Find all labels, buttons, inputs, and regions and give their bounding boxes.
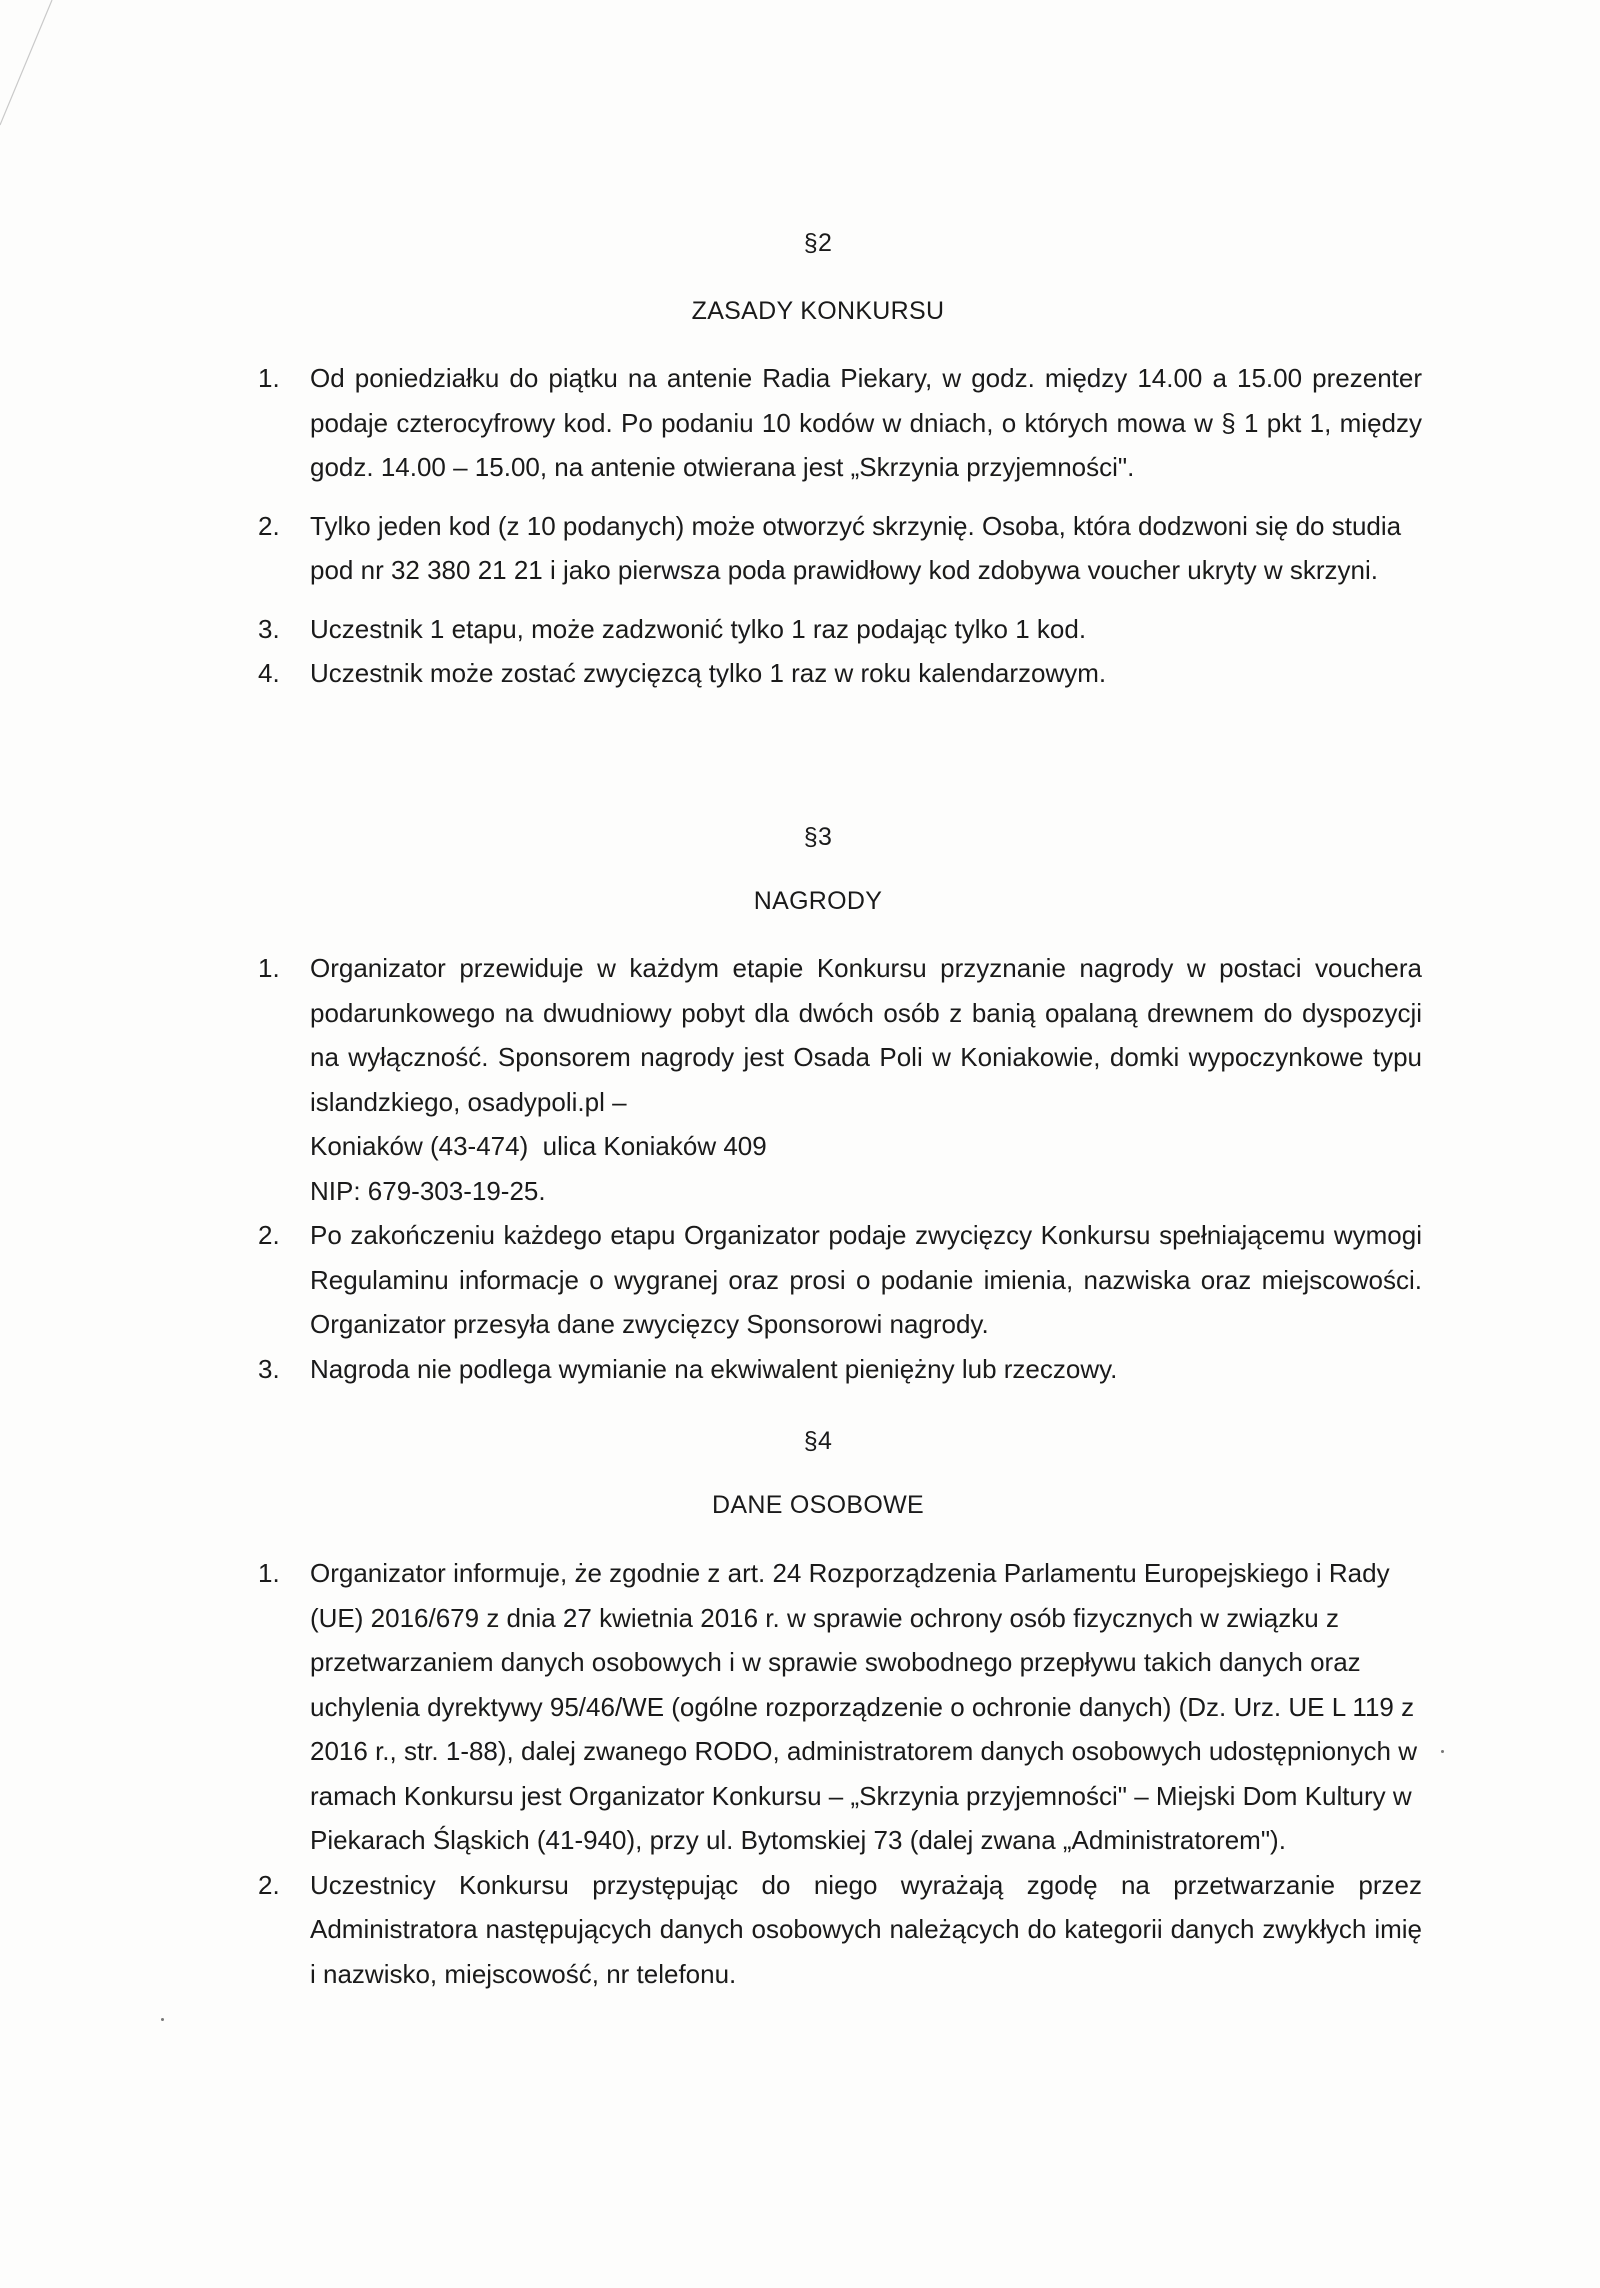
item-number: 3.	[258, 1353, 280, 1384]
item-number: 1.	[258, 363, 280, 393]
item-number: 2.	[258, 1869, 280, 1900]
sponsor-address: Koniaków (43-474) ulica Koniaków 409	[310, 1131, 767, 1161]
scan-speck	[1441, 1750, 1444, 1753]
scan-speck	[161, 2018, 164, 2021]
item-text: Uczestnik może zostać zwycięzcą tylko 1 raz w roku kalendarzowym.	[310, 658, 1107, 688]
sponsor-nip: NIP: 679-303-19-25.	[310, 1175, 546, 1206]
list-item	[258, 651, 1422, 696]
scan-edge-mark	[0, 0, 60, 130]
section-number: §2	[803, 229, 833, 257]
list-item	[258, 504, 1422, 593]
list-item	[258, 356, 1422, 490]
item-text: Od poniedziałku do piątku na antenie Radia Piekary, w godz. między 14.00 a 15.00 prezenter podaje czterocyfrowy kod. Po podaniu 10 kodów w dniach, o których mowa w § 1 pkt 1, między godz. 14.00 – 15.00, na antenie otwierana jest „Skrzynia przyjemności".	[310, 363, 1422, 482]
section-title: ZASADY KONKURSU	[691, 297, 945, 325]
section-list	[258, 1551, 1422, 1996]
section-title: NAGRODY	[753, 887, 883, 915]
item-number: 3.	[258, 613, 280, 644]
item-number: 1.	[258, 953, 280, 983]
list-item	[258, 607, 1422, 652]
section-number: §4	[803, 1427, 833, 1455]
item-number: 2.	[258, 1220, 280, 1250]
list-item	[258, 1551, 1422, 1863]
item-text: Tylko jeden kod (z 10 podanych) może otworzyć skrzynię. Osoba, która dodzwoni się do studia pod nr 32 380 21 21 i jako pierwsza poda prawidłowy kod zdobywa voucher ukryty w skrzyni.	[310, 510, 1402, 585]
item-text: Uczestnik 1 etapu, może zadzwonić tylko 1 raz podając tylko 1 kod.	[310, 613, 1087, 644]
section-number: §3	[803, 823, 833, 851]
item-text: Po zakończeniu każdego etapu Organizator podaje zwycięzcy Konkursu spełniającemu wymogi Regulaminu informacje o wygranej oraz prosi o podanie imienia, nazwiska oraz miejscowości. Organizator przesyła dane zwycięzcy Sponsorowi nagrody.	[310, 1220, 1422, 1339]
list-item	[258, 1213, 1422, 1347]
item-text: Organizator przewiduje w każdym etapie Konkursu przyznanie nagrody w postaci vouchera podarunkowego na dwudniowy pobyt dla dwóch osób z banią opalaną drewnem do dyspozycji na wyłączność. Sponsorem nagrody jest Osada Poli w Koniakowie, domki wypoczynkowe typu islandzkiego, osadypoli.pl –	[310, 953, 1422, 1117]
item-text: Nagroda nie podlega wymianie na ekwiwalent pieniężny lub rzeczowy.	[310, 1353, 1118, 1384]
section-list	[258, 356, 1422, 696]
list-item	[258, 946, 1422, 1213]
section-title: DANE OSOBOWE	[712, 1491, 924, 1519]
list-item	[258, 1863, 1422, 1997]
item-text: Organizator informuje, że zgodnie z art. 24 Rozporządzenia Parlamentu Europejskiego i Rady (UE) 2016/679 z dnia 27 kwietnia 2016 r. w sprawie ochrony osób fizycznych w związku z przetwarzaniem danych osobowych i w sprawie swobodnego przepływu takich danych oraz uchylenia dyrektywy 95/46/WE (ogólne rozporządzenie o ochronie danych) (Dz. Urz. UE L 119 z 2016 r., str. 1-88), dalej zwanego RODO, administratorem danych osobowych udostępnionych w ramach Konkursu jest Organizator Konkursu – „Skrzynia przyjemności" – Miejski Dom Kultury w Piekarach Śląskich (41-940), przy ul. Bytomskiej 73 (dalej zwana „Administratorem").	[310, 1558, 1418, 1855]
item-text: Uczestnicy Konkursu przystępując do niego wyrażają zgodę na przetwarzanie przez Administratora następujących danych osobowych należących do kategorii danych zwykłych imię i nazwisko, miejscowość, nr telefonu.	[310, 1869, 1422, 1989]
list-item	[258, 1347, 1422, 1392]
item-number: 1.	[258, 1558, 280, 1588]
section-list	[258, 946, 1422, 1391]
item-number: 4.	[258, 658, 280, 688]
item-number: 2.	[258, 510, 280, 541]
